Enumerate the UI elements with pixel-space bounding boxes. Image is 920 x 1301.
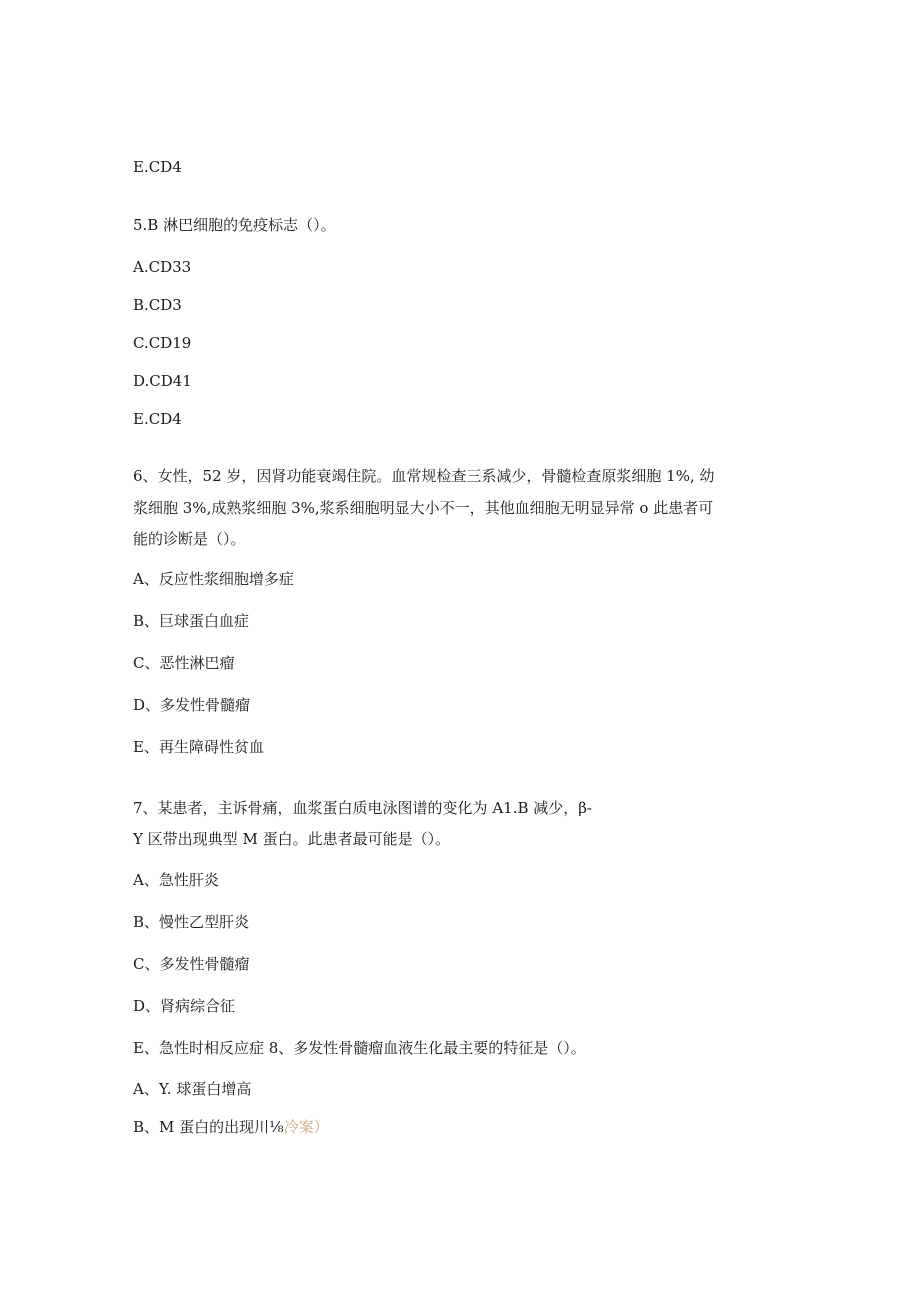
question-6-line-2: 浆细胞 3%,成熟浆细胞 3%,浆系细胞明显大小不一，其他血细胞无明显异常 o 此患者可 (133, 499, 714, 517)
option-e-q7-and-question-8: E、急性时相反应症 8、多发性骨髓瘤血液生化最主要的特征是（）。 (133, 1039, 586, 1057)
option-d-q6: D、多发性骨髓瘤 (133, 696, 251, 714)
option-c-q6: C、恶性淋巴瘤 (133, 654, 235, 672)
option-b-q8-text: B、M 蛋白的出现川⅛ (133, 1118, 284, 1136)
option-b-q5: B.CD3 (133, 296, 182, 314)
option-d-q7: D、肾病综合征 (133, 997, 236, 1015)
option-e-q5: E.CD4 (133, 410, 182, 428)
option-b-q7: B、慢性乙型肝炎 (133, 913, 250, 931)
option-d-q5: D.CD41 (133, 372, 192, 390)
option-c-q7: C、多发性骨髓瘤 (133, 955, 250, 973)
question-6-line-1: 6、女性，52 岁，因肾功能衰竭住院。血常规检查三系减少，骨髓检查原浆细胞 1%, 幼 (133, 467, 715, 485)
option-e-q4: E.CD4 (133, 158, 182, 176)
option-a-q8: A、Y. 球蛋白增高 (133, 1080, 252, 1098)
option-b-q6: B、巨球蛋白血症 (133, 612, 250, 630)
option-a-q6: A、反应性浆细胞增多症 (133, 570, 294, 588)
option-e-q6: E、再生障碍性贫血 (133, 738, 264, 756)
option-a-q5: A.CD33 (133, 258, 192, 276)
option-c-q5: C.CD19 (133, 334, 192, 352)
question-7-line-2: Y 区带出现典型 M 蛋白。此患者最可能是（）。 (133, 830, 451, 848)
option-b-q8 (133, 1117, 329, 1137)
faded-answer-text: 冷案） (283, 1118, 329, 1136)
question-7-line-1: 7、某患者，主诉骨痛，血浆蛋白质电泳图谱的变化为 A1.B 减少，β- (133, 799, 592, 817)
option-a-q7: A、急性肝炎 (133, 871, 219, 889)
question-6-line-3: 能的诊断是（）。 (133, 530, 246, 548)
question-5: 5.B 淋巴细胞的免疫标志（）。 (133, 216, 336, 234)
